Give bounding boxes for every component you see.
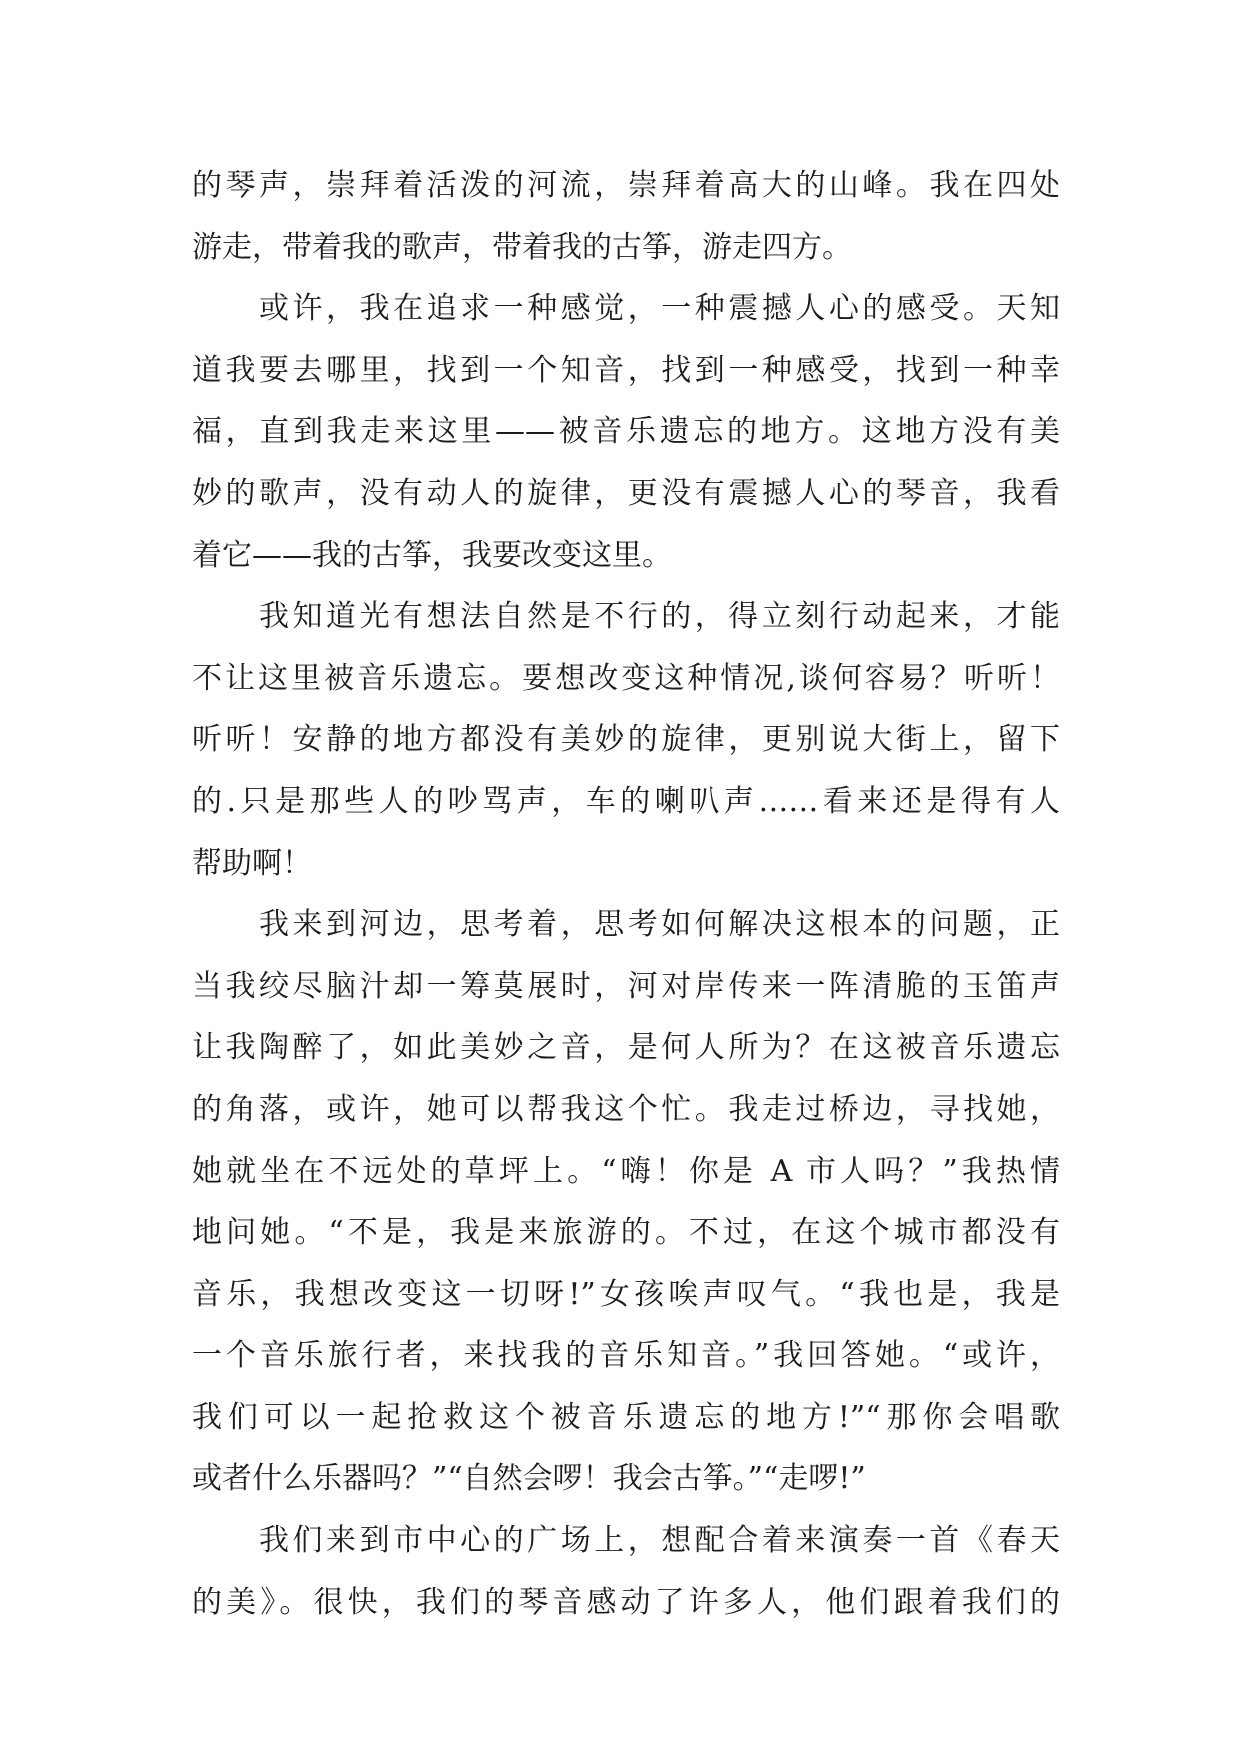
text-line: 的琴声，崇拜着活泼的河流，崇拜着高大的山峰。我在四处 [192,168,1060,203]
text-line: 当我绞尽脑汁却一筹莫展时，河对岸传来一阵清脆的玉笛声 [192,968,1060,1004]
text-line: 她就坐在不远处的草坪上。“嗨！你是 A 市人吗？”我热情 [192,1153,1060,1189]
text-line: 地问她。“不是，我是来旅游的。不过，在这个城市都没有 [192,1215,1060,1251]
text-line: 我来到河边，思考着，思考如何解决这根本的问题，正 [259,907,1060,943]
document-body [192,155,1060,1633]
paragraph [192,586,1060,894]
paragraph [192,894,1060,1510]
text-line: 我们可以一起抢救这个被音乐遗忘的地方!”“那你会唱歌 [192,1399,1060,1435]
text-line: 不让这里被音乐遗忘。要想改变这种情况,谈何容易？听听！ [192,660,1060,696]
text-line: 让我陶醉了，如此美妙之音，是何人所为？在这被音乐遗忘 [192,1030,1060,1066]
paragraph [192,278,1060,586]
text-line: 我知道光有想法自然是不行的，得立刻行动起来，才能 [259,599,1060,635]
text-line: 听听！安静的地方都没有美妙的旋律，更别说大街上，留下 [192,722,1060,758]
text-line: 道我要去哪里，找到一个知音，找到一种感受，找到一种幸 [192,352,1060,388]
text-line: 我们来到市中心的广场上，想配合着来演奏一首《春天 [259,1523,1060,1559]
text-line: 福，直到我走来这里——被音乐遗忘的地方。这地方没有美 [192,414,1060,450]
text-line: 的角落，或许，她可以帮我这个忙。我走过桥边，寻找她， [192,1091,1060,1127]
text-line: 一个音乐旅行者，来找我的音乐知音。”我回答她。“或许， [192,1338,1060,1374]
text-line: 着它——我的古筝，我要改变这里。 [192,537,672,573]
text-line: 游走，带着我的歌声，带着我的古筝，游走四方。 [192,229,852,265]
text-line: 帮助啊！ [192,845,312,881]
text-line: 音乐，我想改变这一切呀!”女孩唉声叹气。“我也是，我是 [192,1276,1060,1312]
text-line: 的美》。很快，我们的琴音感动了许多人，他们跟着我们的 [192,1584,1060,1620]
paragraph [192,1510,1060,1633]
text-line: 的.只是那些人的吵骂声，车的喇叭声……看来还是得有人 [192,783,1060,819]
text-line: 或者什么乐器吗？”“自然会啰！我会古筝。”“走啰!” [192,1461,866,1497]
text-line: 或许，我在追求一种感觉，一种震撼人心的感受。天知 [259,291,1060,327]
paragraph [192,155,1060,278]
text-line: 妙的歌声，没有动人的旋律，更没有震撼人心的琴音，我看 [192,475,1060,511]
